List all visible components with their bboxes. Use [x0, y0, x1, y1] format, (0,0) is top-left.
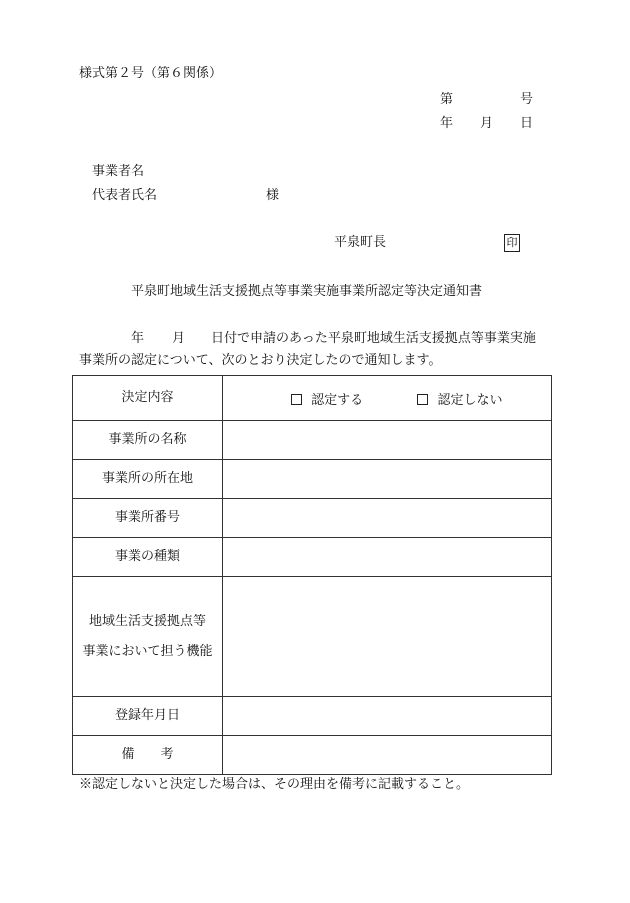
body-month: 月	[172, 331, 186, 346]
representative-label: 代表者氏名	[92, 188, 158, 203]
remarks-value[interactable]	[223, 736, 552, 775]
doc-number-suffix: 号	[520, 92, 534, 107]
facility-address-label: 事業所の所在地	[73, 460, 223, 499]
table-row	[73, 538, 552, 577]
option-reject[interactable]	[417, 389, 502, 408]
remarks-row	[73, 736, 552, 775]
facility-address-value[interactable]	[223, 460, 552, 499]
issuer-title: 平泉町長	[334, 235, 387, 250]
option-reject-label: 認定しない	[437, 392, 503, 408]
date-year: 年	[440, 116, 454, 131]
remarks-label: 備 考	[73, 736, 223, 775]
function-label	[73, 577, 223, 697]
date-day: 日	[520, 116, 534, 131]
facility-name-value[interactable]	[223, 421, 552, 460]
registration-date-value[interactable]	[223, 697, 552, 736]
date-month: 月	[480, 116, 494, 131]
honorific: 様	[266, 188, 280, 203]
business-type-value[interactable]	[223, 538, 552, 577]
facility-number-value[interactable]	[223, 499, 552, 538]
notice-table	[72, 375, 552, 775]
business-name-label: 事業者名	[92, 164, 145, 179]
function-label-line-1: 地域生活支援拠点等	[88, 613, 206, 629]
facility-name-label: 事業所の名称	[73, 421, 223, 460]
business-type-label: 事業の種類	[73, 538, 223, 577]
checkbox-approve[interactable]	[291, 394, 302, 405]
document-title: 平泉町地域生活支援拠点等事業実施事業所認定等決定通知書	[131, 284, 483, 299]
table-row	[73, 499, 552, 538]
body-line-2: 事業所の認定について、次のとおり決定したので通知します。	[79, 353, 442, 368]
decision-row	[73, 376, 552, 421]
footnote: ※認定しないと決定した場合は、その理由を備考に記載すること。	[79, 777, 470, 792]
issuer-seal	[504, 234, 520, 252]
checkbox-reject[interactable]	[417, 394, 428, 405]
registration-date-label: 登録年月日	[73, 697, 223, 736]
function-row	[73, 577, 552, 697]
registration-row	[73, 697, 552, 736]
body-line1-rest: 日付で申請のあった平泉町地域生活支援拠点等事業実施	[211, 331, 536, 346]
option-approve[interactable]	[291, 389, 363, 408]
form-number: 様式第２号（第６関係）	[79, 66, 223, 81]
option-approve-label: 認定する	[311, 392, 364, 408]
body-line-1	[79, 328, 551, 350]
function-label-line-2: 事業において担う機能	[82, 643, 213, 659]
decision-label: 決定内容	[73, 376, 223, 421]
body-paragraph	[79, 328, 551, 372]
body-year: 年	[131, 331, 145, 346]
doc-number-prefix: 第	[440, 92, 454, 107]
facility-number-label: 事業所番号	[73, 499, 223, 538]
table-row	[73, 421, 552, 460]
table-row	[73, 460, 552, 499]
decision-value	[223, 376, 552, 421]
seal-mark: 印	[504, 234, 520, 252]
function-value[interactable]	[223, 577, 552, 697]
